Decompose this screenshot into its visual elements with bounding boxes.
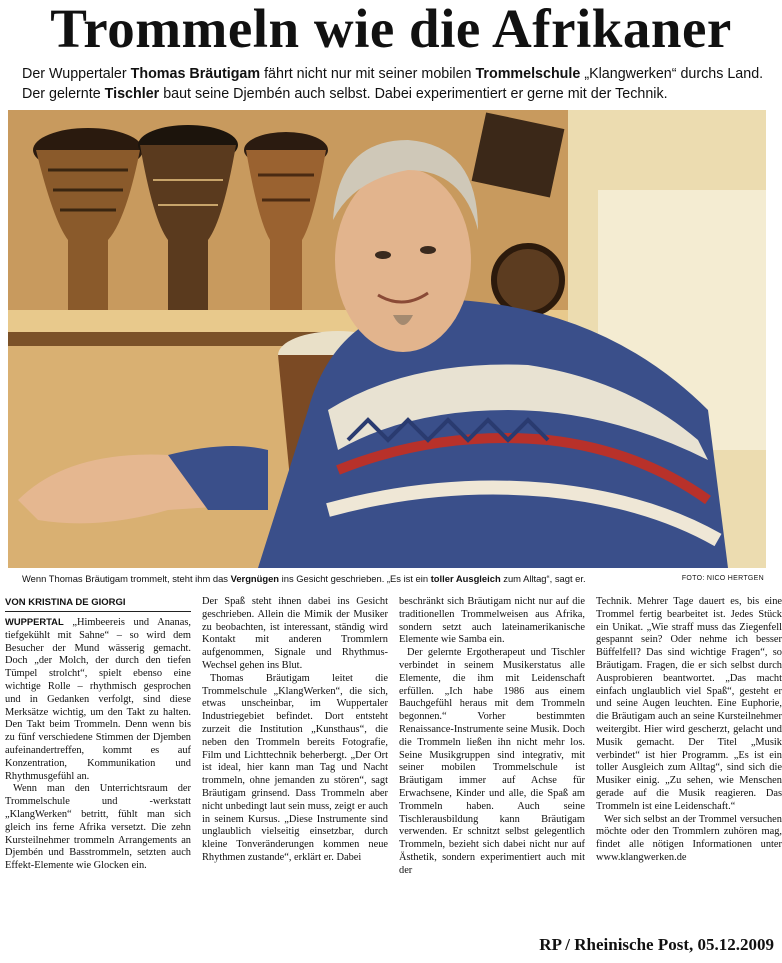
lead-paragraph: Der Wuppertaler Thomas Bräutigam fährt nicht nur mit seiner mobilen Trommelschule „Klangwerken“ durchs Land. Der gelernte Tischler baut seine Djembén auch selbst. Dabei experimentiert er gerne mit der Technik.	[22, 66, 764, 102]
source-line: RP / Rheinische Post, 05.12.2009	[539, 935, 774, 954]
paragraph: Der gelernte Ergotherapeut und Tischler verbindet in seinem Musikerstatus alle Elemente, die ihm mit Leidenschaft erfüllen. „Ich habe 1986 aus einem Bauchgefühl heraus mit dem Trommeln begonnen.“ Vorher bestimmten Renaissance-Instrumente seine Musik. Doch die Trommeln ließen ihn nicht mehr los. Seine Musikgruppen sind integrativ, mit seiner mobilen Trommelschule ist Bräutigam immer auf Achse für Erwachsene, Kinder und alle, die Spaß am Trommeln haben. Auch seine Tischlerausbildung kann Bräutigam verwenden. Er schnitzt selbst gelegentlich Trommeln, bezieht sich dabei nicht nur auf Ästhetik, sondern experimentiert auch mit der	[399, 647, 585, 876]
dateline: WUPPERTAL	[5, 616, 64, 627]
photo-credit: FOTO: NICO HERTGEN	[681, 575, 764, 582]
byline: VON KRISTINA DE GIORGI	[5, 597, 126, 608]
paragraph: Technik. Mehrer Tage dauert es, bis eine Trommel fertig bearbeitet ist. Jedes Stück ein Unikat. „Wie straff muss das Ziegenfell gespannt sein? Oder nehme ich besser Büffelfell? Das sind wichtige Fragen“, so Bräutigam. Fragen, die er sich selbst durch Ausprobieren beantwortet. „Das macht einfach unglaublich viel Spaß“, gesteht er und seine Augen leuchten. Eine Euphorie, die Bräutigam auch an seine Kursteilnehmer weitergibt. Hier wird gescherzt, gelacht und Musik gemacht. Der Titel „Musik verbindet“ ist hier Programm. „Es ist ein toller Ausgleich zum Alltag“, sind sich die Musiker einig. „Zu sehen, wie Menschen gerade auf die Musik reagieren. Das Trommeln ist eine Leidenschaft.“	[596, 596, 782, 812]
article-column-4	[596, 596, 782, 865]
article-photo	[8, 110, 766, 568]
lead-name: Thomas Bräutigam	[130, 66, 261, 82]
paragraph: Wenn man den Unterrichtsraum der Trommelschule und -werkstatt „KlangWerken“ betritt, fühlt man sich gleich ins ferne Afrika versetzt. Die zehn Kursteilnehmer trommeln Arrangements an Djembén und Basstrommeln, setzten auch Effekt-Elemente wie Glocken ein.	[5, 783, 191, 872]
article-column-2	[202, 596, 388, 865]
article-column-1: WUPPERTAL „Himbeereis und Ananas, tiefgekühlt mit Sahne“ – so wird dem Besucher der Mund wässerig gemacht. Doch „der Molch, der durch den tiefen Tümpel strolcht“, spielt ebenso eine wichtige Rolle – rhythmisch gesprochen und in Gedanken verfolgt, sind diese Merksätze wichtig, um den Takt zu halten. Den Takt beim Trommeln. Denn wenn bis zu fünf verschiedene Stimmen der Djemben aufeinandertreffen, kommt es auf Konzentration, Kommunikation und Rhythmusgefühl an. Wenn man den Unterrichtsraum der Trommelschule und -werkstatt „KlangWerken“ betritt, fühlt man sich gleich ins ferne Afrika versetzt. Die zehn Kursteilnehmer trommeln Arrangements an Djembén und Basstrommeln, setzten auch Effekt-Elemente wie Glocken ein.	[5, 616, 191, 872]
paragraph: Der Spaß steht ihnen dabei ins Gesicht geschrieben. Allein die Mimik der Musiker zu beobachten, ist interessant, ständig wird Kontakt mit anderen Trommlern aufgenommen, Signale und Rhythmus-Wechsel gehen ins Blut.	[202, 596, 388, 671]
byline-divider	[5, 611, 191, 612]
lead-school: Trommelschule	[475, 66, 581, 82]
paragraph: Wer sich selbst an der Trommel versuchen möchte oder den Trommlern zuhören mag, findet alle nötigen Informationen unter www.klangwerken.de	[596, 813, 782, 863]
headline: Trommeln wie die Afrikaner	[50, 0, 732, 59]
paragraph: Thomas Bräutigam leitet die Trommelschule „KlangWerken“, die sich, etwas unscheinbar, im Wuppertaler Industriegebiet befindet. Dort entsteht zurzeit die Institution „Kunsthaus“, die neben den Trommeln bereits Fotografie, Film und Lichttechnik beherbergt. „Der Ort ist ideal, hier kann man Tag und Nacht trommeln, ohne jemanden zu stören“, sagt Bräutigam grinsend. Dass Trommeln aber nicht unbedingt laut sein muss, zeigt er auch in seinem Kursus. „Diese Instrumente sind unglaublich vielseitig einsetzbar, durch kleine Tonveränderungen kommen neue Rhythmen zustande“, erklärt er. Dabei	[202, 672, 388, 863]
article-column-3	[399, 596, 585, 878]
photo-caption: Wenn Thomas Bräutigam trommelt, steht ihm das Vergnügen ins Gesicht geschrieben. „Es ist ein toller Ausgleich zum Alltag“, sagt er. FOTO: NICO HERTGEN	[22, 573, 764, 584]
paragraph: beschränkt sich Bräutigam nicht nur auf die traditionellen Trommelweisen aus Afrika, sondern setzt auch lateinamerikanische Elemente wie Samba ein.	[399, 596, 585, 646]
lead-trade: Tischler	[104, 86, 160, 102]
drummer-photo-illustration	[8, 110, 766, 568]
